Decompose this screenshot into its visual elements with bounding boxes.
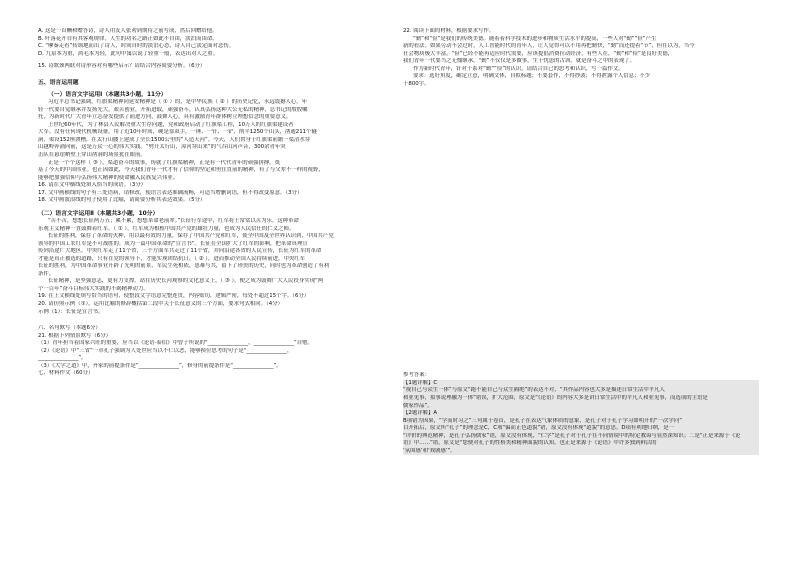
section-6-heading: 六、名句默写（本题6分）: [38, 325, 101, 332]
writing-requirements: 要求：选好角度，确定立意，明确文体，自拟标题；不要套作，不得抄袭；不得泄露个人信息；不少: [413, 73, 651, 80]
material-line: 社会物质极大丰富，“俭”已经不能再适应时代需要，应该提倡消费拉动经济。有些人在，“勤”和“俭”是良好美德，: [403, 50, 674, 57]
passage-2-line: 大军。没有任何现代机械设备，用了近10年时间，硬是靠双手，一锤、一钎、一铲，削平1250个山头，凿通211个隧: [38, 129, 317, 136]
passage-3-line: 基了今天的中国伟业。也正因如此，今天我们青年一代才有了信仰的坚定和勇往直前的精神，有了与父辈不一样的视野，: [38, 167, 324, 174]
subsection-2-heading: （二）语言文字运用Ⅱ（本题共3小题，10分）: [38, 210, 159, 217]
passage-2-line: 上世纪60年代，为了林县人民解决重大生存问题，党和政府启动了红旗渠工程，10万人的红旗渠建设者: [48, 121, 294, 128]
answer-line: “评价的典范精神，是孔子弘扬儒家”错，原文没有体现，“仁学”是孔子对于孔子在不同情境中的特定教诲与显然深知识；二是“正是来源于《论: [403, 432, 741, 439]
subsection-1-heading: （一）语言文字运用Ⅰ（本题共3小题，11分）: [48, 91, 167, 98]
passage-4-line: “苦不苦，想想长征两万五；累不累，想想革命老前辈。”长征行军途中，红军将士常常以苦为乐。这种革命: [48, 218, 299, 224]
option-c: C. “摩秦走看”传颂地而出了诗人，时间自时的淡泊心态，诗人自己淡定面对悲伤。: [38, 43, 235, 50]
section-5-heading: 五、语言运用题: [38, 79, 79, 86]
material-line: “勤”和“俭”是我们的传统美德。随着着科学技术的进步和物质生活水平的提高，一些人对“勤”“俭”产生: [413, 35, 657, 42]
passage-5-line: 领导的中国工农红军是不可战胜的。成为一篇中国革命的“宣言书”。长征在全国扩大了红军的影响，把革命真理宣: [38, 240, 308, 247]
answer-line: 儒家作品”。: [403, 402, 433, 409]
passage-6-line: 长征精神，是坚强意志，更有力支撑。站在历史长河观察的文化意义上，（ ③ ），便之成为鼓舞广大人民投身实现“两: [48, 278, 324, 285]
passage-5-line: 传到沿途广大地区。中央红军走了11个省，三个方面军共走过了11个省，并向沿途各省的人民宣传，长征为红军的革命: [38, 248, 322, 255]
writing-task: 作为新时代青年，针对干系对“勤”“俭”的认识，请结合自己的思考和认识，写一篇作文。: [413, 65, 624, 72]
option-d: D. 九泉本为重，鸿毛本为轻，此句中寓以说了轻重一般，表达出对人之重。: [38, 50, 219, 57]
material-line: 新的看法。如果劳动不会过时，人工智能时代的青年人，让人觉得可以不用再把勤快，“勤”而还提着“节”，但在以为，当今: [403, 43, 695, 50]
passage-1-line: 习近平总书记强调，红旗渠精神同延安精神是（ ① ）的，是中华民族（ ② ）的历史记忆，永远震撼人心。年: [48, 99, 308, 106]
recitation-2-cont: _______________”。: [38, 355, 87, 362]
question-15: 15. 诗歌颈两联对诗形容对有哪些启示？请结合内容简要分析。（6分）: [38, 63, 206, 70]
answer-line: “视自己与众生一体”与原文“跑不能自己与众生隔绝”的表达不对，“其作品内容也大多是描述日常生活中平凡人: [403, 387, 665, 394]
answers-title: 参考答案：: [403, 372, 430, 379]
passage-5-line: 长征的胜利，为中国革命事业开辟了光明的前景，军民生死相依，患难与共，留下了珍贵的历史，同时也为革命创造了有利: [38, 263, 330, 270]
option-b: B. 叶落花开自有其客观规律，人生的功名之路正如此不自由，淡泊而由命。: [38, 35, 218, 42]
passage-6-line: 个一百年”奋斗目标伟大实践的不竭精神动力。: [38, 285, 149, 292]
question-20: 20. 请仿照示例（①），运用比喻的修辞概括第二段中关于长征意义的三个方面，要求句式相同。（4分）: [38, 301, 283, 308]
passage-1-line: 轻一代要自觉继承并发扬光大，艰苦创业，开拓进取，顽强奋斗，认真弘扬这种大公无私的精神，总书记的殷殷嘱: [38, 106, 308, 113]
passage-5-line: 长征的胜利，保存了革命的火种，用以最有效的力量，保存了中国共产党和红军，使全中国及全世界认识到，中国共产党: [48, 233, 334, 240]
example-line: 示例（1）：长征是宣言书。: [38, 308, 104, 315]
material-line: 我们青年一代要当之无愧继承，“勤”不仅仅是多做事，生于忧患的古训，就是奋斗之中的表现了。: [403, 58, 635, 65]
answer-line: 和业见事，拟事说理融为一体”错误，扩大范围，原文是“《论语》的内容大多是讲日常生活中的平凡人和业见事，而选项的主语是: [403, 395, 708, 402]
answer-line: 语》中……”错，原文是“您便对孔子的性格类和精神面貌的认知，也正是来源于《论语》中许多独到鲜活的: [403, 440, 657, 447]
blank-space: [403, 88, 759, 372]
passage-5-line: 条件。: [38, 270, 55, 277]
option-a: A. 这是一首酬和赠答诗，诗人用友人张劝到期待之前写成，然后回赠给他。: [38, 28, 218, 34]
recitation-3: （3）《大学之道》中，齐家的前提条件是“_______________”，修身的前提条件是“_______________”。: [38, 362, 282, 369]
passage-2-line: 击队在悬崖峭壁上穿山凿洞的场景犹在眼前。: [38, 151, 146, 158]
answer-line: ‘氛围感’和‘戏剧感’”。: [403, 447, 456, 454]
question-19: 19. 在上文横线处填写恰当的语句，使整段文字语意完整连贯，内容贴切，逻辑严密，每处不超过15个字。（6分）: [38, 293, 310, 300]
writing-requirements-cont: 于800字。: [403, 80, 430, 87]
passage-2-line: 山越岭奔涌向前，这是万众一心的伟大实践。“劈开太行山，漳河穿山来”的气吞山河声音，300余青年突: [38, 144, 286, 151]
answer-line: B项错为因果，“学而时习之”三句属于卷首，是孔子在表达气象体质的意象，是孔子对于孔子学习如明开的“一次学问”: [403, 417, 683, 424]
right-column: [403, 28, 759, 455]
question-17: 17. 文中画横线的句子有三处语病，请修改，使语言表达准确流畅，可适当增删词语，但不得改变原意。（3分）: [38, 189, 303, 196]
passage-3-line: 能够把加强信仰与弘扬伟大精神的使命融入民族复兴伟业。: [38, 174, 179, 181]
answer-line: 【2题详解】A: [403, 410, 438, 417]
answers-block: [403, 380, 759, 455]
question-21: 21. 根据下列情景默写（6分）: [38, 332, 112, 339]
passage-4-line: 乐观主义精神一直鼓舞着红军。（ ① ），红军成为根植中国共产党的雄壮力量，也成为人民信任的仁义之师。: [38, 225, 295, 232]
left-column: [38, 28, 395, 378]
passage-2-line: 洞，架设152座渡槽，在太行山腰上建成了全长1500公里的“人造天河”。今天，人们置身于红旗渠前瞻一渠清水穿: [38, 136, 311, 143]
passage-1-line: 托，为新时代广大青年立志奋发提供了前进方向，鼓舞人心，具有激励青年群体树立理想信念的重要意义。: [38, 114, 292, 121]
recitation-1: （1）青年担当着国家兴旺的重要，应当以《论语·泰伯》中曾子所说的“_______________，_______________”自勉。: [38, 340, 313, 347]
passage-3-line: 正是一个个这样（ ③ ），渠道奋斗的故事，铸就了红旗渠精神，正是有一代代青年的顽强拼搏，奠: [48, 159, 280, 166]
question-22: 22. 阅读下面的材料，根据要求写作。: [403, 28, 495, 34]
recitation-2: （2）《论语》中“三省”一章孔子强调为人处世应当以不仁以恶，能够换位思考的句子是“_______________，: [38, 347, 293, 354]
passage-5-line: 才能是真正被选的道路，只有在党的领导下，才能实现团结抗日，（ ② ），进而推动全国人民持续前进。中央红军: [38, 255, 306, 262]
answer-line: 【1题详解】C: [403, 379, 438, 386]
question-16: 16. 请在文中横线处填入恰当的成语。（3分）: [38, 182, 147, 189]
answer-line: 目开拓后，原文所“孔子”的理念是C，C项“偏而正色道貌”错，原文没有体现“道貌”的意思。D项有利地归纳，是一: [403, 425, 675, 432]
question-18: 18. 文中画波浪线的句子使用了比喻，请简要分析其表达效果。（5分）: [38, 197, 206, 204]
section-7-heading: 七、材料作文（60分）: [38, 370, 94, 377]
